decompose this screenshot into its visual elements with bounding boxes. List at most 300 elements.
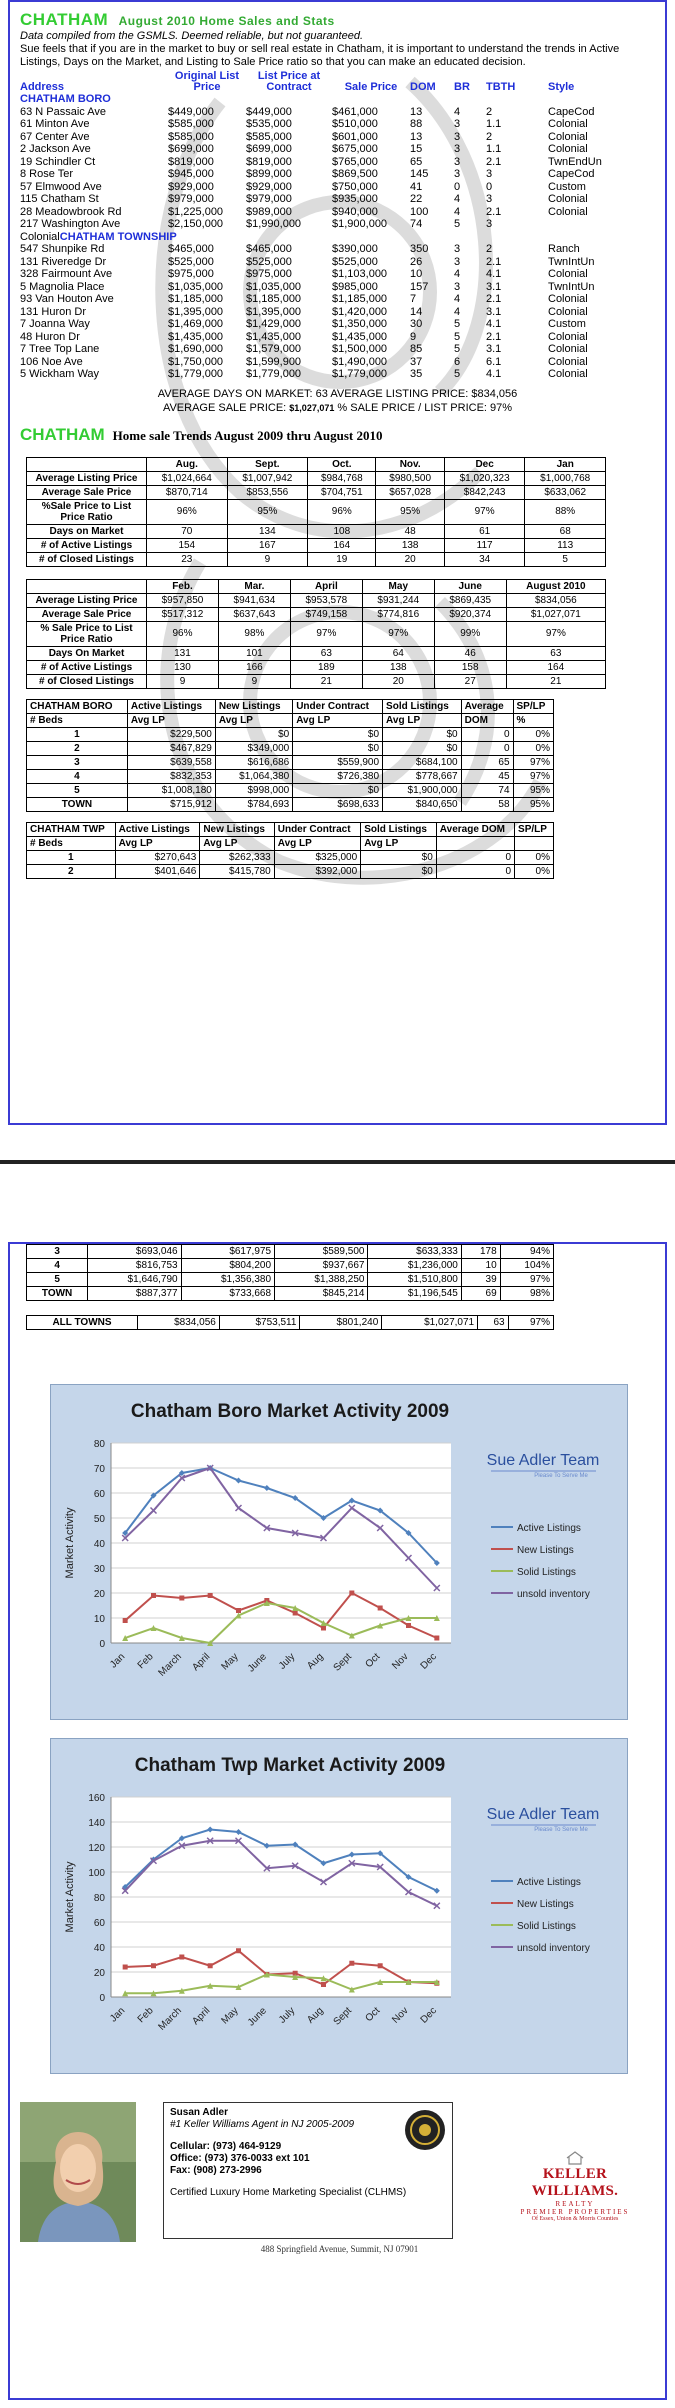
table-row — [20, 368, 655, 381]
table-cell: 4 — [454, 268, 461, 280]
table-cell: $270,643 — [115, 850, 200, 864]
table-cell: 20 — [376, 552, 444, 566]
fax-number: (908) 273-2996 — [193, 2165, 262, 2176]
table-cell: $1,185,000 — [332, 293, 388, 305]
table-cell: $816,753 — [88, 1259, 181, 1273]
table-cell: $1,510,800 — [368, 1273, 461, 1287]
data-point — [123, 1965, 128, 1970]
table-row — [20, 181, 655, 194]
table-cell: $1,103,000 — [332, 268, 388, 280]
table-cell: $229,500 — [127, 727, 215, 741]
x-tick-label: Jan — [108, 2005, 128, 2025]
table-cell: $1,646,790 — [88, 1273, 181, 1287]
table-cell: 98% — [500, 1287, 553, 1301]
table-cell: 2 — [27, 864, 116, 878]
y-tick-label: 0 — [99, 1639, 105, 1650]
y-tick-label: 20 — [93, 1589, 105, 1600]
trend-month: April — [290, 579, 362, 593]
trend-month: Dec — [444, 457, 525, 471]
y-tick-label: 0 — [99, 1993, 105, 2004]
table-cell: 13 — [410, 130, 423, 143]
section-prefix: Colonial — [20, 230, 60, 243]
table-cell: $0 — [215, 727, 292, 741]
table-cell: 3 — [486, 218, 493, 230]
table-cell: 37 — [410, 355, 423, 368]
table-cell: 328 Fairmount Ave — [20, 268, 113, 280]
table-cell: 27 — [434, 674, 506, 688]
table-cell: 7 Joanna Way — [20, 318, 90, 330]
x-tick-label: Feb — [135, 1651, 156, 1672]
stat-head: SP/LP — [515, 822, 554, 836]
table-cell: $1,027,071 — [382, 1316, 478, 1330]
table-cell: 70 — [147, 524, 228, 538]
table-cell: $941,634 — [218, 593, 290, 607]
data-point — [406, 1623, 411, 1628]
page-two — [8, 1242, 667, 2400]
contact-section — [20, 2100, 660, 2235]
legend-entry: Solid Listings — [517, 1921, 576, 1932]
x-tick-label: Dec — [418, 2005, 439, 2026]
table-cell: $325,000 — [274, 850, 360, 864]
stat-head: New Listings — [200, 822, 274, 836]
table-cell: $1,690,000 — [168, 343, 224, 355]
table-cell: 131 Huron Dr — [20, 305, 87, 318]
table-row — [27, 660, 606, 674]
table-cell: 113 — [525, 538, 606, 552]
table-cell: 9 — [227, 552, 308, 566]
table-cell: 64 — [362, 646, 434, 660]
table-row — [20, 256, 655, 269]
table-cell: $1,350,000 — [332, 318, 388, 330]
trend-label: Average Listing Price — [27, 471, 147, 485]
stat-subhead — [436, 836, 514, 850]
table-cell: $0 — [383, 741, 462, 755]
table-row — [27, 1259, 554, 1273]
table-cell — [548, 218, 655, 231]
table-row — [20, 281, 655, 294]
table-cell: 85 — [410, 343, 423, 355]
table-cell: 164 — [308, 538, 376, 552]
y-tick-label: 80 — [93, 1439, 105, 1450]
y-tick-label: 30 — [93, 1564, 105, 1575]
trend-month: Mar. — [218, 579, 290, 593]
table-cell: 95% — [227, 499, 308, 524]
table-cell: 6 — [454, 355, 461, 368]
table-cell: 0 — [436, 850, 514, 864]
table-cell: $1,750,000 — [168, 355, 224, 368]
trends-table-2 — [26, 579, 606, 689]
table-cell: $0 — [293, 727, 383, 741]
table-cell: $1,024,664 — [147, 471, 228, 485]
table-cell: 9 — [410, 330, 417, 343]
trend-month: Oct. — [308, 457, 376, 471]
table-cell: 3.1 — [486, 343, 502, 355]
table-cell: 2.1 — [486, 330, 502, 343]
y-tick-label: 60 — [93, 1918, 105, 1929]
table-cell: $1,035,000 — [246, 280, 302, 293]
table-row — [27, 593, 606, 607]
table-cell: $899,000 — [246, 168, 292, 180]
y-tick-label: 20 — [93, 1968, 105, 1979]
table-cell: $869,500 — [332, 168, 378, 180]
table-row — [20, 118, 655, 131]
y-tick-label: 70 — [93, 1464, 105, 1475]
x-tick-label: Feb — [135, 2005, 156, 2026]
table-cell: 166 — [218, 660, 290, 674]
table-row — [27, 538, 606, 552]
table-cell: $1,900,000 — [332, 218, 388, 230]
table-row — [20, 218, 655, 231]
table-row — [27, 646, 606, 660]
table-cell: 3 — [454, 130, 461, 143]
stat-subhead: % — [513, 713, 553, 727]
data-point — [151, 1963, 156, 1968]
table-cell: 4 — [454, 205, 461, 218]
table-cell: $1,395,000 — [246, 305, 302, 318]
table-cell: 19 — [308, 552, 376, 566]
table-cell: 4 — [27, 1259, 88, 1273]
table-cell: $675,000 — [332, 143, 378, 155]
table-row — [27, 864, 554, 878]
trend-label: Days On Market — [27, 646, 147, 660]
intro-text: Sue feels that if you are in the market to buy or sell real estate in Chatham, it is important to understand the trends in Active Listings, Days on the Market, and Listing to Sale Price ratio so that you can make an educated decision. — [20, 43, 620, 68]
table-cell: 2.1 — [486, 205, 502, 218]
table-cell: $979,000 — [168, 193, 214, 205]
table-cell: $390,000 — [332, 243, 378, 255]
stat-head: Active Listings — [115, 822, 200, 836]
averages-summary — [20, 387, 655, 415]
table-cell: CapeCod — [548, 168, 595, 180]
trend-label: Average Sale Price — [27, 607, 147, 621]
table-cell: $726,380 — [293, 769, 383, 783]
table-cell: $616,686 — [215, 755, 292, 769]
x-tick-label: May — [219, 1651, 241, 1673]
table-cell: 97% — [506, 621, 605, 646]
trend-corner — [27, 457, 147, 471]
table-cell: 21 — [506, 674, 605, 688]
cell-phone[interactable]: (973) 464-9129 — [212, 2141, 282, 2152]
table-row — [20, 318, 655, 331]
trends-town: CHATHAM — [20, 424, 105, 444]
table-cell: TOWN — [27, 797, 128, 811]
table-cell: $401,646 — [115, 864, 200, 878]
table-cell: $1,490,000 — [332, 355, 388, 368]
table-cell: 20 — [362, 674, 434, 688]
section-row — [20, 231, 655, 244]
y-tick-label: 10 — [93, 1614, 105, 1625]
stat-subhead: Avg LP — [115, 836, 200, 850]
table-cell: $1,225,000 — [168, 205, 224, 218]
table-cell: 97% — [513, 769, 553, 783]
table-cell: 7 — [410, 293, 417, 305]
stat-head: SP/LP — [513, 699, 553, 713]
table-cell: 3.1 — [486, 280, 502, 293]
trend-label: %Sale Price to List Price Ratio — [27, 499, 147, 524]
trends-heading — [20, 425, 655, 445]
legend-entry: Active Listings — [517, 1523, 581, 1534]
x-tick-label: April — [190, 2005, 213, 2028]
data-point — [434, 1636, 439, 1641]
stat-subhead: DOM — [461, 713, 513, 727]
data-point — [378, 1963, 383, 1968]
table-cell: 130 — [147, 660, 219, 674]
data-point — [236, 1608, 241, 1613]
trend-label: # of Closed Listings — [27, 552, 147, 566]
office-phone[interactable]: (973) 376-0033 ext 101 — [204, 2153, 310, 2164]
table-cell: 4.1 — [486, 368, 502, 380]
table-cell: $1,900,000 — [383, 783, 462, 797]
x-tick-label: March — [156, 1651, 184, 1679]
table-cell: 97% — [362, 621, 434, 646]
table-cell: $957,850 — [147, 593, 219, 607]
legend-entry: unsold inventory — [517, 1589, 590, 1600]
table-cell: $1,990,000 — [246, 218, 302, 230]
stat-subhead: Avg LP — [274, 836, 360, 850]
table-cell: 39 — [461, 1273, 500, 1287]
col-style: Style — [548, 81, 575, 93]
trend-month: June — [434, 579, 506, 593]
all-towns-table — [26, 1315, 554, 1330]
table-cell: 23 — [147, 552, 228, 566]
x-tick-label: July — [276, 2005, 298, 2026]
trend-label: Days on Market — [27, 524, 147, 538]
table-cell: $415,780 — [200, 864, 274, 878]
section-title: CHATHAM BORO — [20, 93, 111, 105]
table-cell: 97% — [513, 755, 553, 769]
legend-entry: unsold inventory — [517, 1943, 590, 1954]
table-cell: 61 Minton Ave — [20, 118, 90, 130]
stat-subhead: Avg LP — [200, 836, 274, 850]
table-cell: $510,000 — [332, 118, 378, 130]
y-tick-label: 100 — [88, 1868, 105, 1879]
table-cell: $1,779,000 — [168, 368, 224, 380]
table-cell: 5 — [27, 783, 128, 797]
table-cell: Colonial — [548, 305, 588, 318]
table-cell: 96% — [147, 621, 219, 646]
table-cell: $1,236,000 — [368, 1259, 461, 1273]
table-cell: 65 — [410, 155, 423, 168]
table-cell: 3 — [27, 1245, 88, 1259]
x-tick-label: April — [190, 1651, 213, 1674]
table-cell: 5 — [454, 318, 461, 330]
x-tick-label: June — [245, 1651, 269, 1675]
office-address: 488 Springfield Avenue, Summit, NJ 07901 — [260, 2244, 419, 2254]
x-tick-label: Aug — [305, 1651, 326, 1672]
y-tick-label: 160 — [88, 1793, 105, 1804]
table-cell: 3 — [486, 168, 493, 180]
table-cell: 96% — [147, 499, 228, 524]
table-cell: Colonial — [548, 330, 588, 343]
chart-title: Chatham Boro Market Activity 2009 — [130, 1401, 450, 1422]
table-cell: 4.1 — [486, 268, 502, 280]
x-tick-label: March — [156, 2005, 184, 2033]
table-row — [27, 783, 554, 797]
table-cell: 61 — [444, 524, 525, 538]
table-cell: $1,356,380 — [181, 1273, 274, 1287]
data-point — [293, 1611, 298, 1616]
table-cell: 0 — [454, 180, 461, 193]
x-tick-label: June — [245, 2005, 269, 2029]
trend-month: Feb. — [147, 579, 219, 593]
stat-head: CHATHAM TWP — [27, 822, 116, 836]
table-cell: $832,353 — [127, 769, 215, 783]
table-cell: 4 — [454, 193, 461, 205]
data-point — [208, 1593, 213, 1598]
table-cell: $1,435,000 — [246, 330, 302, 343]
y-axis-label: Market Activity — [64, 1861, 76, 1933]
table-cell: 95% — [513, 783, 553, 797]
table-cell: 95% — [513, 797, 553, 811]
sales-table — [20, 71, 655, 381]
table-cell: 97% — [290, 621, 362, 646]
trend-month: August 2010 — [506, 579, 605, 593]
trend-label: # of Active Listings — [27, 538, 147, 552]
table-cell: $980,500 — [376, 471, 444, 485]
table-row — [27, 1287, 554, 1301]
agent-card: Susan Adler #1 Keller Williams Agent in NJ 2005-2009 Cellular: (973) 464-9129 Office: (973) 376-0033 ext 101 Fax: (908) 273-2996 Certified Luxury Home Marketing Specialist (CLHMS) — [163, 2102, 453, 2239]
table-cell: 0% — [513, 741, 553, 755]
table-cell: 97% — [508, 1316, 553, 1330]
table-cell: $349,000 — [215, 741, 292, 755]
table-cell: 48 — [376, 524, 444, 538]
table-cell: 4 — [27, 769, 128, 783]
brand-tag: Please To Serve Me — [534, 1827, 588, 1833]
disclaimer-text: Data compiled from the GSMLS. Deemed reliable, but not guaranteed. — [20, 30, 364, 42]
table-cell: 95% — [376, 499, 444, 524]
table-cell: $637,643 — [218, 607, 290, 621]
table-row — [27, 1245, 554, 1259]
table-cell: $1,185,000 — [168, 293, 224, 305]
table-cell: $842,243 — [444, 485, 525, 499]
stat-subhead: Avg LP — [361, 836, 437, 850]
table-cell: 5 — [454, 368, 461, 380]
table-cell: 9 — [147, 674, 219, 688]
table-row — [27, 797, 554, 811]
brand-name: Sue Adler Team — [486, 1806, 600, 1823]
boro-stats-table — [26, 699, 554, 812]
table-cell: 0 — [486, 180, 493, 193]
table-cell: $585,000 — [168, 130, 214, 143]
table-cell: 8 Rose Ter — [20, 168, 73, 180]
report-title — [20, 10, 655, 30]
table-cell: $784,693 — [215, 797, 292, 811]
table-row — [20, 156, 655, 169]
table-cell: $525,000 — [332, 255, 378, 268]
table-cell: 57 Elmwood Ave — [20, 180, 102, 193]
table-cell: Colonial — [548, 143, 588, 155]
table-cell: $945,000 — [168, 168, 214, 180]
trends-table-1 — [26, 457, 606, 567]
section-row — [20, 93, 655, 106]
table-row — [27, 1273, 554, 1287]
table-cell: TwnIntUn — [548, 280, 595, 293]
page-divider — [0, 1160, 675, 1164]
table-cell: $774,816 — [362, 607, 434, 621]
table-cell: $953,578 — [290, 593, 362, 607]
table-cell: 189 — [290, 660, 362, 674]
table-cell: 69 — [461, 1287, 500, 1301]
trend-label: Average Sale Price — [27, 485, 147, 499]
table-cell: 5 — [454, 218, 461, 230]
table-cell: $804,200 — [181, 1259, 274, 1273]
table-cell: $1,779,000 — [332, 368, 388, 380]
table-cell: ALL TOWNS — [27, 1316, 138, 1330]
table-cell: $750,000 — [332, 180, 378, 193]
table-cell: 1.1 — [486, 118, 502, 130]
stat-subhead: Avg LP — [383, 713, 462, 727]
table-cell: 19 Schindler Ct — [20, 155, 96, 168]
col-sale-price: Sale Price — [344, 81, 398, 93]
trend-label: # of Closed Listings — [27, 674, 147, 688]
table-cell: 10 — [410, 268, 423, 280]
table-cell: $920,374 — [434, 607, 506, 621]
trend-header — [27, 457, 606, 471]
x-tick-label: July — [276, 1651, 298, 1672]
table-cell: $1,435,000 — [332, 330, 388, 343]
table-cell: 145 — [410, 168, 429, 180]
table-cell: 5 — [454, 343, 461, 355]
table-cell: 157 — [410, 280, 429, 293]
table-cell: 9 — [218, 674, 290, 688]
table-cell: $1,599,900 — [246, 355, 302, 368]
table-cell: 117 — [444, 538, 525, 552]
stat-head: Sold Listings — [361, 822, 437, 836]
table-cell: 131 — [147, 646, 219, 660]
table-cell: 13 — [410, 105, 423, 118]
x-tick-label: Nov — [390, 1651, 411, 1672]
stat-head: New Listings — [215, 699, 292, 713]
stat-head: Average — [461, 699, 513, 713]
table-cell: $1,429,000 — [246, 318, 302, 330]
table-cell: 34 — [444, 552, 525, 566]
table-cell: 94% — [500, 1245, 553, 1259]
table-cell: 131 Riveredge Dr — [20, 255, 107, 268]
y-tick-label: 120 — [88, 1843, 105, 1854]
trend-header — [27, 579, 606, 593]
table-cell: 45 — [461, 769, 513, 783]
y-tick-label: 40 — [93, 1943, 105, 1954]
table-cell: $819,000 — [168, 155, 214, 168]
trend-month: May — [362, 579, 434, 593]
table-row — [27, 621, 606, 646]
stat-head: Sold Listings — [383, 699, 462, 713]
section-label — [20, 231, 655, 244]
table-cell: 2 — [486, 130, 493, 143]
data-point — [321, 1982, 326, 1987]
table-cell: 48 Huron Dr — [20, 330, 80, 343]
table-cell: $461,000 — [332, 105, 378, 118]
table-cell: 178 — [461, 1245, 500, 1259]
table-cell: $517,312 — [147, 607, 219, 621]
table-cell: $467,829 — [127, 741, 215, 755]
y-tick-label: 50 — [93, 1514, 105, 1525]
table-cell: 63 — [290, 646, 362, 660]
table-cell: $979,000 — [246, 193, 292, 205]
table-cell: 2.1 — [486, 293, 502, 305]
table-row — [27, 755, 554, 769]
table-row — [20, 106, 655, 119]
table-row — [27, 524, 606, 538]
x-tick-label: Jan — [108, 1651, 128, 1671]
table-cell: 104% — [500, 1259, 553, 1273]
stat-subhead: # Beds — [27, 713, 128, 727]
table-cell: Colonial — [548, 193, 588, 205]
table-cell: $715,912 — [127, 797, 215, 811]
col-tbth: TBTH — [486, 81, 516, 93]
table-cell: 134 — [227, 524, 308, 538]
table-cell: 2.1 — [486, 255, 502, 268]
table-cell: 350 — [410, 243, 429, 255]
